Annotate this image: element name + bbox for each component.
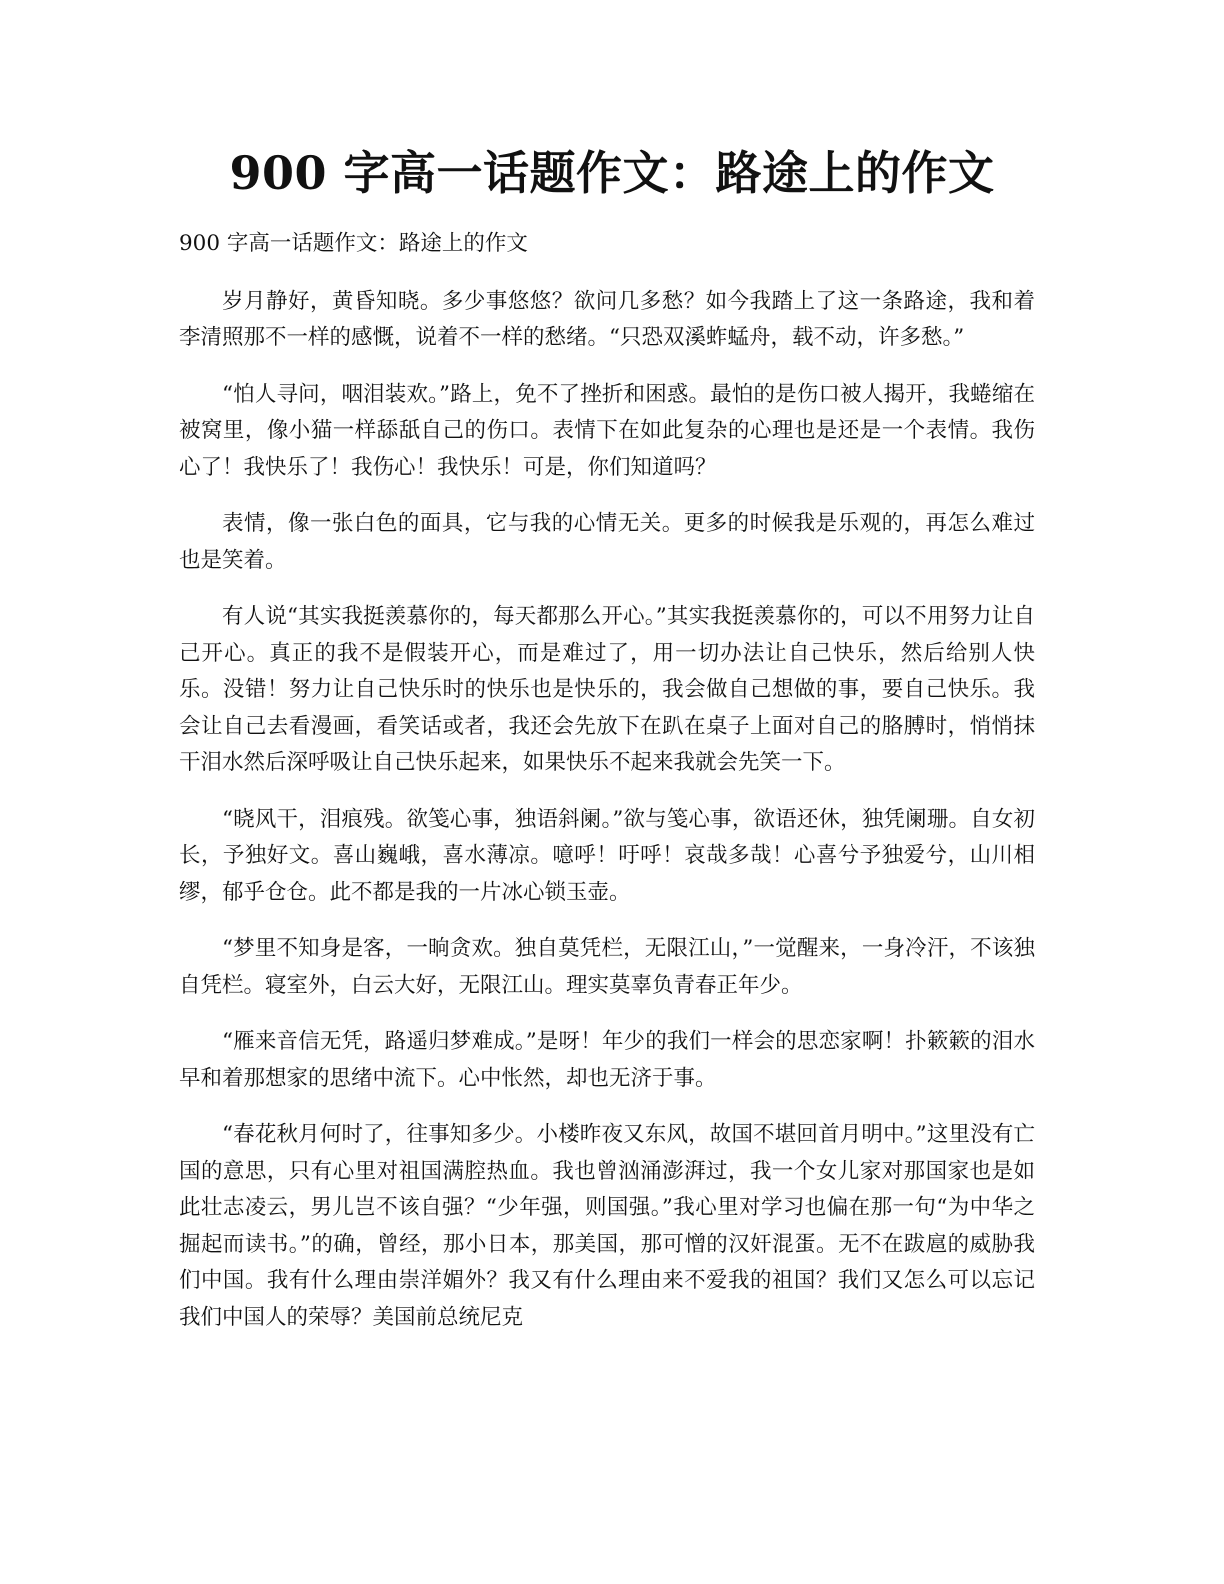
paragraph-4: 有人说“其实我挺羡慕你的，每天都那么开心。”其实我挺羡慕你的，可以不用努力让自己开心。真正的我不是假装开心，而是难过了，用一切办法让自己快乐，然后给别人快乐。没错！努力让自己快乐时的快乐也是快乐的，我会做自己想做的事，要自己快乐。我会让自己去看漫画，看笑话或者，我还会先放下在趴在桌子上面对自己的胳膊时，悄悄抹干泪水然后深呼吸让自己快乐起来，如果快乐不起来我就会先笑一下。: [179, 604, 1035, 775]
paragraph-1: 岁月静好，黄昏知晓。多少事悠悠？欲问几多愁？如今我踏上了这一条路途，我和着李清照那不一样的感慨，说着不一样的愁绪。“只恐双溪蚱蜢舟，载不动，许多愁。”: [179, 288, 1035, 350]
paragraph-7: “雁来音信无凭，路遥归梦难成。”是呀！年少的我们一样会的思恋家啊！扑簌簌的泪水早和着那想家的思绪中流下。心中怅然，却也无济于事。: [179, 1029, 1035, 1091]
paragraph-8: “春花秋月何时了，往事知多少。小楼昨夜又东风，故国不堪回首月明中。”这里没有亡国的意思，只有心里对祖国满腔热血。我也曾汹涌澎湃过，我一个女儿家对那国家也是如此壮志凌云，男儿岂不该自强？“少年强，则国强。”我心里对学习也偏在那一句“为中华之掘起而读书。”的确，曾经，那小日本，那美国，那可憎的汉奸混蛋。无不在跋扈的威胁我们中国。我有什么理由崇洋媚外？我又有什么理由来不爱我的祖国？我们又怎么可以忘记我们中国人的荣辱？美国前总统尼克: [179, 1122, 1035, 1330]
paragraph-2: “怕人寻问，咽泪装欢。”路上，免不了挫折和困惑。最怕的是伤口被人揭开，我蜷缩在被窝里，像小猫一样舔舐自己的伤口。表情下在如此复杂的心理也是还是一个表情。我伤心了！我快乐了！我伤心！我快乐！可是，你们知道吗？: [179, 381, 1035, 480]
paragraph-6: “梦里不知身是客，一晌贪欢。独自莫凭栏，无限江山，”一觉醒来，一身冷汗，不该独自凭栏。寝室外，白云大好，无限江山。理实莫辜负青春正年少。: [179, 936, 1035, 998]
document-subtitle: 900 字高一话题作文：路途上的作文: [179, 231, 528, 256]
document-body: [179, 226, 1035, 1356]
paragraph-3: 表情，像一张白色的面具，它与我的心情无关。更多的时候我是乐观的，再怎么难过也是笑着。: [179, 511, 1035, 573]
paragraph-5: “晓风干，泪痕残。欲笺心事，独语斜阑。”欲与笺心事，欲语还休，独凭阑珊。自女初长，予独好文。喜山巍峨，喜水薄凉。噫呼！吁呼！哀哉多哉！心喜兮予独爱兮，山川相缪，郁乎仓仓。此不都是我的一片冰心锁玉壶。: [179, 806, 1035, 905]
document-title: 900 字高一话题作文：路途上的作文: [229, 146, 995, 200]
